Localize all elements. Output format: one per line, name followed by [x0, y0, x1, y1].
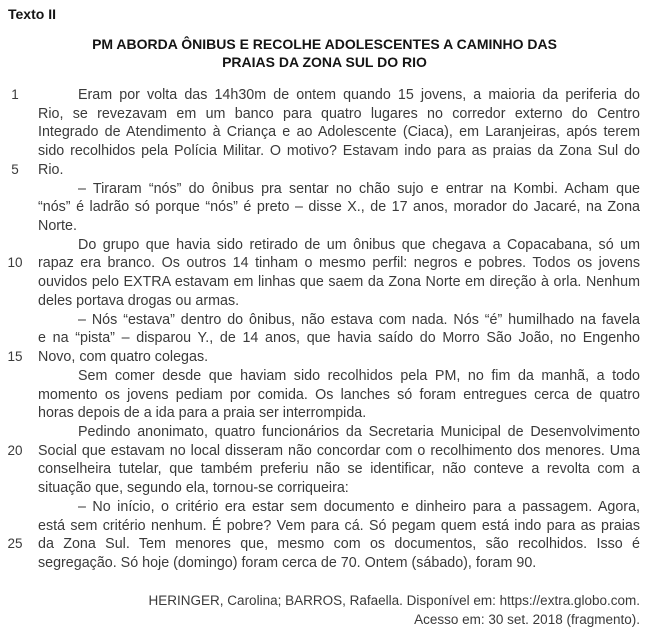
text-line-row [0, 535, 649, 554]
text-line-row [0, 292, 649, 311]
text-line: – Nós “estava” dentro do ônibus, não estava com nada. Nós “é” humilhado na favela [78, 311, 640, 328]
line-number [0, 142, 30, 161]
text-line: “nós” é ladrão só porque “nós” é preto – disse X., de 17 anos, morador do Jacaré, na Zona [38, 199, 640, 216]
text-line: Pedindo anonimato, quatro funcionários da Secretaria Municipal de Desenvolvimento [78, 423, 640, 440]
text-line-row [0, 367, 649, 386]
text-line: Novo, com quatro colegas. [38, 349, 209, 366]
text-line-row [0, 404, 649, 423]
text-line: deles portava drogas ou armas. [38, 292, 240, 309]
text-line-row [0, 217, 649, 236]
line-number [0, 367, 30, 386]
line-number [0, 423, 30, 442]
text-line: Rio. [38, 161, 64, 178]
text-line: rapaz era branco. Os outros 14 tinham o mesmo perfil: negros e pobres. Todos os jovens [38, 255, 640, 272]
text-line: Integrado de Atendimento à Criança e ao Adolescente (Ciaca), em Laranjeiras, após terem [38, 124, 640, 141]
text-line-row [0, 142, 649, 161]
line-number [0, 217, 30, 236]
line-number [0, 273, 30, 292]
text-line-row [0, 554, 649, 573]
line-number [0, 180, 30, 199]
line-number [0, 386, 30, 405]
text-line: – No início, o critério era estar sem documento e dinheiro para a passagem. Agora, [78, 498, 640, 515]
article-title-line-1: PM ABORDA ÔNIBUS E RECOLHE ADOLESCENTES A CAMINHO DAS [92, 36, 557, 52]
line-number: 15 [7, 349, 23, 365]
text-line: Sem comer desde que haviam sido recolhidos pela PM, no fim da manhã, a todo [78, 367, 640, 384]
text-line-row [0, 498, 649, 517]
line-number [0, 311, 30, 330]
article-title-line-2: PRAIAS DA ZONA SUL DO RIO [222, 53, 427, 70]
line-number: 20 [7, 442, 23, 458]
line-number: 5 [11, 161, 19, 177]
text-line-row [0, 198, 649, 217]
text-line-row [0, 423, 649, 442]
text-line-row [0, 442, 649, 461]
line-number: 10 [7, 255, 23, 271]
line-number [0, 292, 30, 311]
text-line: – Tiraram “nós” do ônibus pra sentar no chão sujo e entrar na Kombi. Acham que [78, 180, 640, 197]
text-line-row [0, 460, 649, 479]
text-line: e na “pista” – disparou Y., de 14 anos, que havia saído do Morro São João, no Engenho [38, 330, 640, 347]
text-line-row [0, 348, 649, 367]
text-line: Norte. [38, 218, 77, 235]
text-line-row [0, 86, 649, 105]
text-line: Do grupo que havia sido retirado de um ônibus que chegava a Copacabana, só um [78, 236, 640, 253]
line-number [0, 404, 30, 423]
text-line: está sem critério nenhum. É pobre? Vem para cá. Só pegam quem está indo para as praias [38, 517, 640, 534]
text-line-row [0, 273, 649, 292]
text-line: Rio, se revezavam em um banco para quatro lugares no corredor externo do Centro [38, 105, 640, 122]
text-line-row [0, 386, 649, 405]
text-line-row [0, 311, 649, 330]
citation [0, 592, 640, 629]
line-number [0, 554, 30, 573]
text-line-row [0, 123, 649, 142]
line-number [0, 105, 30, 124]
line-number [0, 479, 30, 498]
text-line: situação que, segundo ela, tornou-se corriqueira: [38, 480, 349, 497]
text-line-row [0, 105, 649, 124]
text-line: Social que estavam no local disseram não concordar com o recolhimento dos menores. Uma [38, 442, 640, 459]
text-line: momento os jovens pediam por comida. Os lanches só foram entregues cerca de quatro [38, 386, 640, 403]
text-line-row [0, 254, 649, 273]
text-line: segregação. Só hoje (domingo) foram cerca de 70. Ontem (sábado), foram 90. [38, 554, 537, 571]
text-line-row [0, 329, 649, 348]
line-number [0, 498, 30, 517]
line-number [0, 123, 30, 142]
text-line: Eram por volta das 14h30m de ontem quando 15 jovens, a maioria da periferia do [78, 87, 640, 103]
text-line: conselheira tutelar, que também preferiu não se identificar, não conteve a revolta com a [38, 461, 640, 478]
text-line: horas depois de a ida para a praia ser interrompida. [38, 405, 367, 422]
text-line-row [0, 517, 649, 536]
text-section-label: Texto II [8, 6, 56, 22]
line-number [0, 236, 30, 255]
text-line-row [0, 161, 649, 180]
line-number [0, 460, 30, 479]
text-line: ouvidos pelo EXTRA estavam em linhas que saem da Zona Norte em direção à orla. Nenhum [38, 274, 640, 291]
line-number: 25 [7, 536, 23, 552]
line-number [0, 198, 30, 217]
line-number: 1 [11, 87, 19, 102]
citation-line-2: Acesso em: 30 set. 2018 (fragmento). [414, 611, 640, 627]
line-number [0, 517, 30, 536]
text-line-row [0, 236, 649, 255]
body-lines [0, 86, 649, 573]
text-line-row [0, 479, 649, 498]
text-line-row [0, 180, 649, 199]
article-title [0, 36, 649, 71]
line-number [0, 329, 30, 348]
text-line: sido recolhidos pela Polícia Militar. O motivo? Estavam indo para as praias da Zona Sul do [38, 143, 640, 160]
citation-line-1: HERINGER, Carolina; BARROS, Rafaella. Disponível em: https://extra.globo.com. [148, 593, 640, 608]
text-line: da Zona Sul. Tem menores que, mesmo com os documentos, são recolhidos. Isso é [38, 536, 640, 553]
